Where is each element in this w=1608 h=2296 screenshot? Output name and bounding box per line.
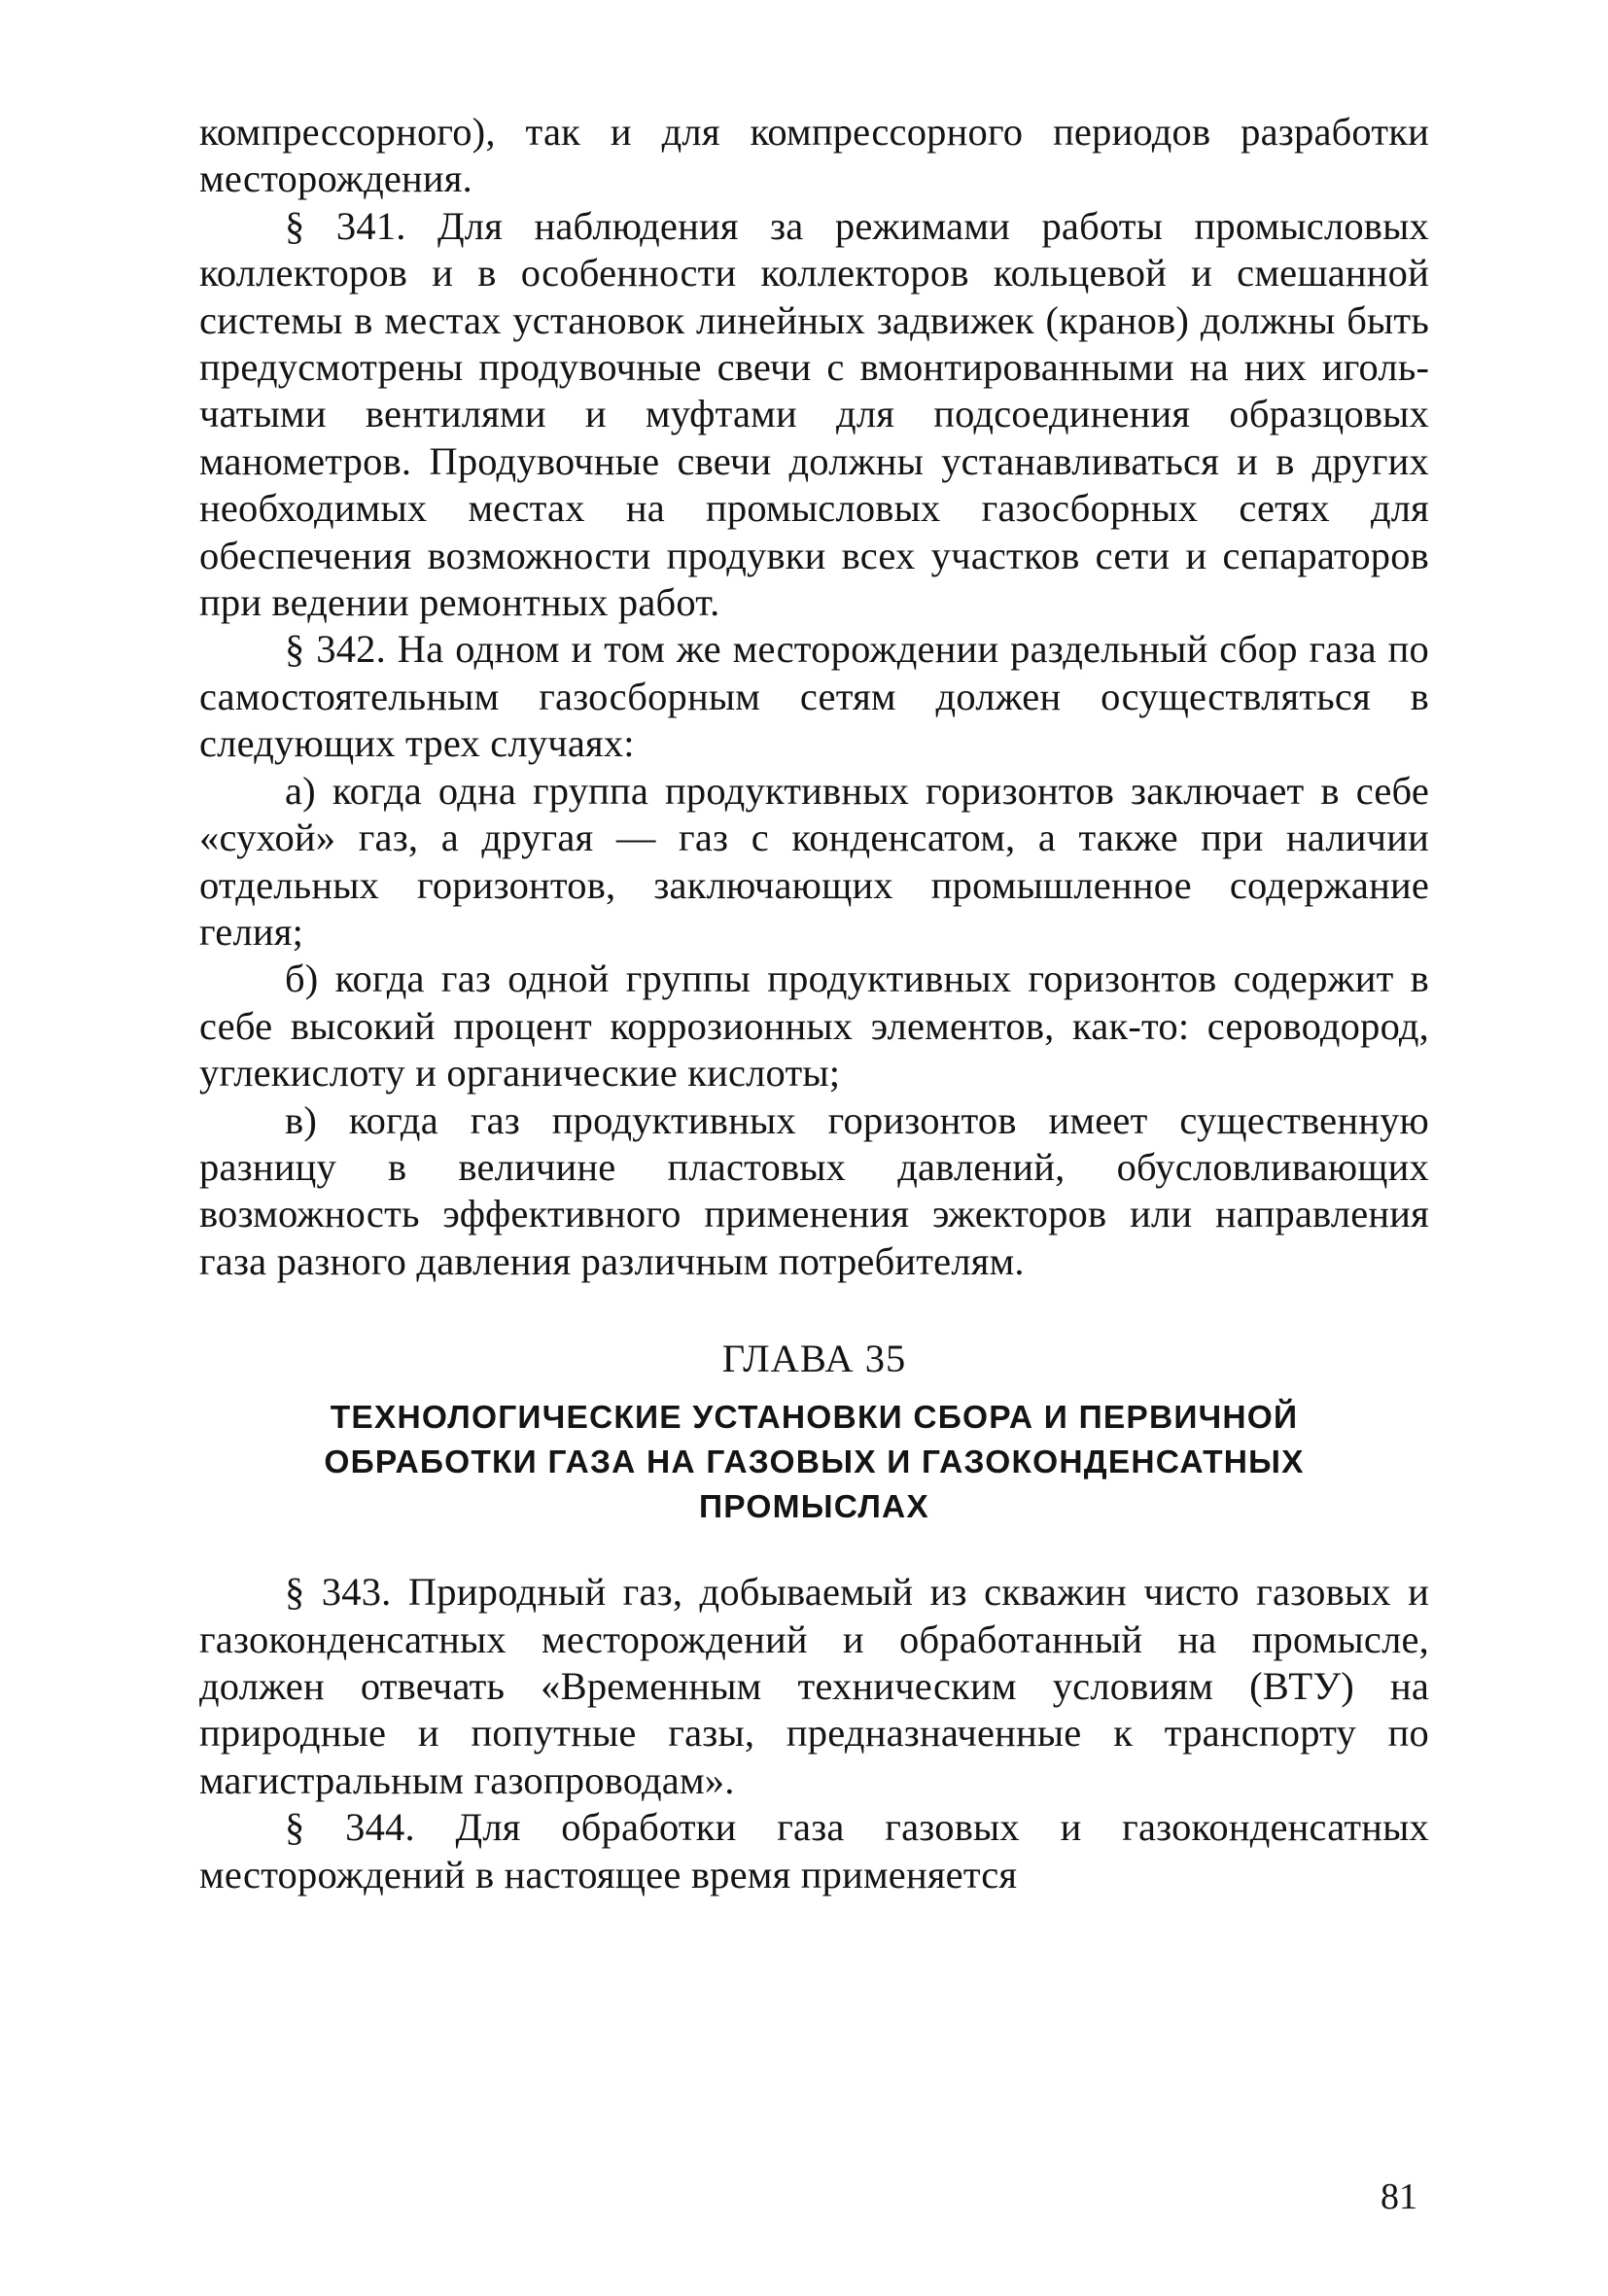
paragraph-342-a: а) когда одна группа продуктивных горизонтов заключает в себе «сухой» газ, а другая — газ с конденсатом, а также при наличии отдельных горизонтов, заключающих промышленное содержание гелия; bbox=[199, 768, 1429, 954]
paragraph-343: § 343. Природный газ, добываемый из скважин чисто газовых и газоконденсатных месторождений и обработанный на промысле, должен отвечать «Временным техническим условиям (ВТУ) на природные и попутные газы, предназначенные к транспорту по магистральным газопроводам». bbox=[199, 1570, 1429, 1802]
chapter-title: ТЕХНОЛОГИЧЕСКИЕ УСТАНОВКИ СБОРА И ПЕРВИЧНОЙ ОБРАБОТКИ ГАЗА НА ГАЗОВЫХ И ГАЗОКОНДЕНСАТНЫХ ПРОМЫСЛАХ bbox=[324, 1400, 1305, 1526]
paragraph-342-c: в) когда газ продуктивных горизонтов имеет существенную разницу в величине пластовых давлений, обусловливающих возможность эффективного применения эжекторов или направления газа разного давления различным потребителям. bbox=[199, 1097, 1429, 1283]
paragraph-341: § 341. Для наблюдения за режимами работы промысловых коллекторов и в особенности коллекторов кольцевой и смешанной системы в местах установок линейных задвижек (кранов) должны быть предусмотрены продувочные свечи с вмонтированными на них игольчатыми вентилями и муфтами для подсоединения образцовых манометров. Продувочные свечи должны устанавливаться и в других необходимых местах на промысловых газосборных сетях для обеспечения возможности продувки всех участков сети и сепараторов при ведении ремонтных работ. bbox=[199, 203, 1429, 625]
chapter-label: ГЛАВА 35 bbox=[721, 1337, 907, 1381]
page-body bbox=[199, 109, 1429, 1898]
paragraph-continuation: компрессорного), так и для компрессорного периодов разработки месторождения. bbox=[199, 110, 1429, 201]
paragraph-342-b: б) когда газ одной группы продуктивных горизонтов содержит в себе высокий процент коррозионных элементов, как-то: сероводород, углекислоту и органические кислоты; bbox=[199, 957, 1429, 1096]
page-number: 81 bbox=[1381, 2176, 1417, 2217]
paragraph-344: § 344. Для обработки газа газовых и газоконденсатных месторождений в настоящее время применяется bbox=[199, 1805, 1429, 1896]
paragraph-342: § 342. На одном и том же месторождении раздельный сбор газа по самостоятельным газосборным сетям должен осуществляться в следующих трех случаях: bbox=[199, 627, 1429, 766]
